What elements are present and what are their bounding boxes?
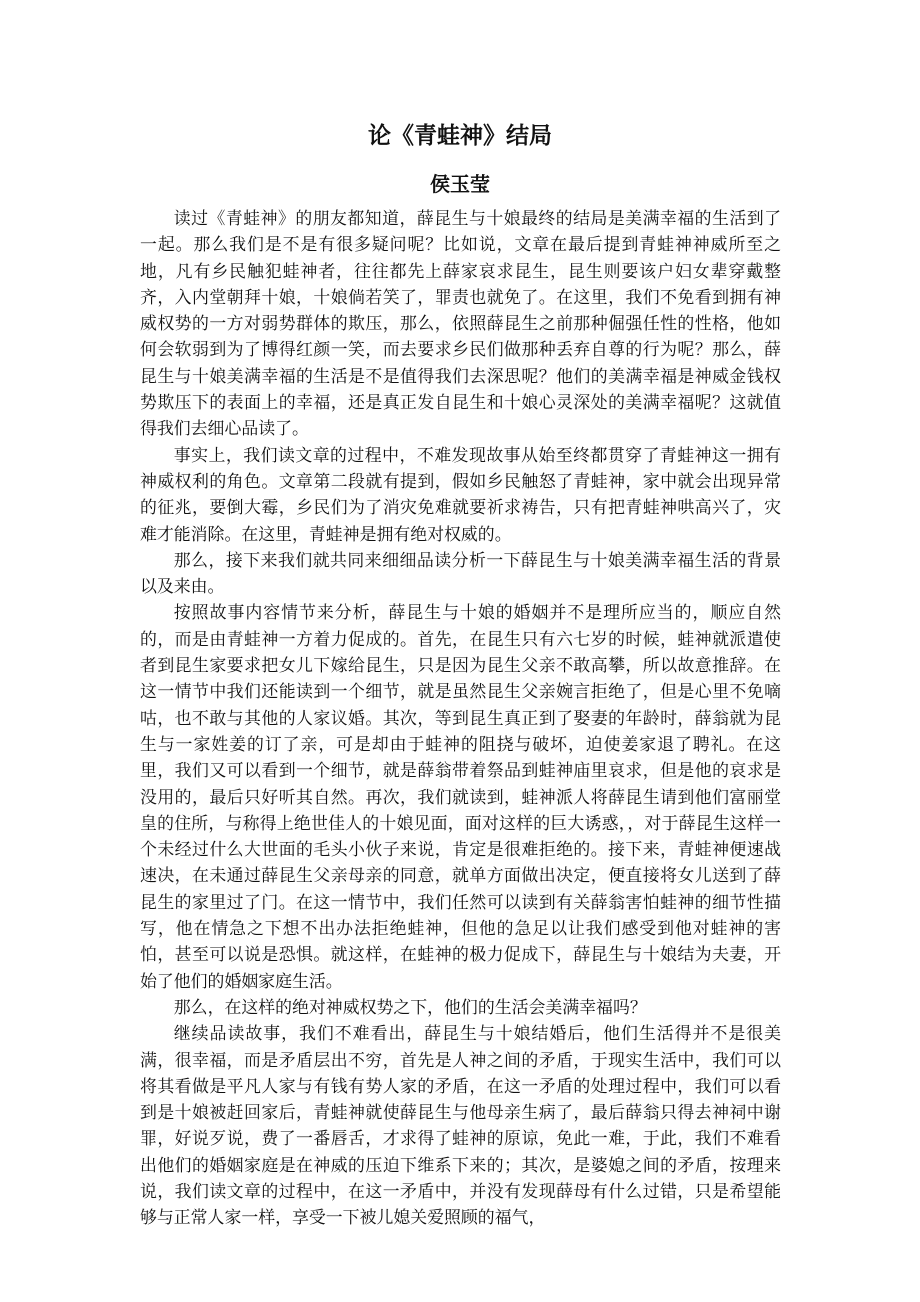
page-title: 论《青蛙神》结局 xyxy=(368,123,552,149)
paragraph-4: 按照故事内容情节来分析，薛昆生与十娘的婚姻并不是理所应当的，顺应自然的，而是由青蛙神一方着力促成的。首先，在昆生只有六七岁的时候，蛙神就派遣使者到昆生家要求把女儿下嫁给昆生，只是因为昆生父亲不敢高攀，所以故意推辞。在这一情节中我们还能读到一个细节，就是虽然昆生父亲婉言拒绝了，但是心里不免嘀咕，也不敢与其他的人家议婚。其次，等到昆生真正到了娶妻的年龄时，薛翁就为昆生与一家姓姜的订了亲，可是却由于蛙神的阻挠与破坏，迫使姜家退了聘礼。在这里，我们又可以看到一个细节，就是薛翁带着祭品到蛙神庙里哀求，但是他的哀求是没用的，最后只好听其自然。再次，我们就读到，蛙神派人将薛昆生请到他们富丽堂皇的住所，与称得上绝世佳人的十娘见面，面对这样的巨大诱惑，，对于薛昆生这样一个未经过什么大世面的毛头小伙子来说，肯定是很难拒绝的。接下来，青蛙神便速战速决，在未通过薛昆生父亲母亲的同意，就单方面做出决定，便直接将女儿送到了薛昆生的家里过了门。在这一情节中，我们任然可以读到有关薛翁害怕蛙神的细节性描写，他在情急之下想不出办法拒绝蛙神，但他的急足以让我们感受到他对蛙神的害怕，甚至可以说是恐惧。就这样，在蛙神的极力促成下，薛昆生与十娘结为夫妻，开始了他们的婚姻家庭生活。 xyxy=(140,602,781,991)
paragraph-6: 继续品读故事，我们不难看出，薛昆生与十娘结婚后，他们生活得并不是很美满，很幸福，而是矛盾层出不穷，首先是人神之间的矛盾，于现实生活中，我们可以将其看做是平凡人家与有钱有势人家的矛盾，在这一矛盾的处理过程中，我们可以看到是十娘被赶回家后，青蛙神就使薛昆生与他母亲生病了，最后薛翁只得去神祠中谢罪，好说歹说，费了一番唇舌，才求得了蛙神的原谅，免此一难，于此，我们不难看出他们的婚姻家庭是在神威的压迫下维系下来的；其次，是婆媳之间的矛盾，按理来说，我们读文章的过程中，在这一矛盾中，并没有发现薛母有什么过错，只是希望能够与正常人家一样，享受一下被儿媳关爱照顾的福气， xyxy=(140,1023,781,1228)
paragraph-3: 那么，接下来我们就共同来细细品读分析一下薛昆生与十娘美满幸福生活的背景以及来由。 xyxy=(140,549,781,597)
author-name: 侯玉莹 xyxy=(430,172,490,196)
article-body xyxy=(140,205,781,1231)
paragraph-2: 事实上，我们读文章的过程中，不难发现故事从始至终都贯穿了青蛙神这一拥有神威权利的角色。文章第二段就有提到，假如乡民触怒了青蛙神，家中就会出现异常的征兆，要倒大霉，乡民们为了消灾免难就要祈求祷告，只有把青蛙神哄高兴了，灾难才能消除。在这里，青蛙神是拥有绝对权威的。 xyxy=(140,444,781,544)
paragraph-1: 读过《青蛙神》的朋友都知道，薛昆生与十娘最终的结局是美满幸福的生活到了一起。那么我们是不是有很多疑问呢？比如说，文章在最后提到青蛙神神威所至之地，凡有乡民触犯蛙神者，往往都先上薛家哀求昆生，昆生则要该户妇女辈穿戴整齐，入内堂朝拜十娘，十娘倘若笑了，罪责也就免了。在这里，我们不免看到拥有神威权势的一方对弱势群体的欺压，那么，依照薛昆生之前那种倔强任性的性格，他如何会软弱到为了博得红颜一笑，而去要求乡民们做那种丢弃自尊的行为呢？那么，薛昆生与十娘美满幸福的生活是不是值得我们去深思呢？他们的美满幸福是神威金钱权势欺压下的表面上的幸福，还是真正发自昆生和十娘心灵深处的美满幸福呢？这就值得我们去细心品读了。 xyxy=(140,208,781,439)
paragraph-5: 那么，在这样的绝对神威权势之下，他们的生活会美满幸福吗？ xyxy=(173,996,647,1017)
